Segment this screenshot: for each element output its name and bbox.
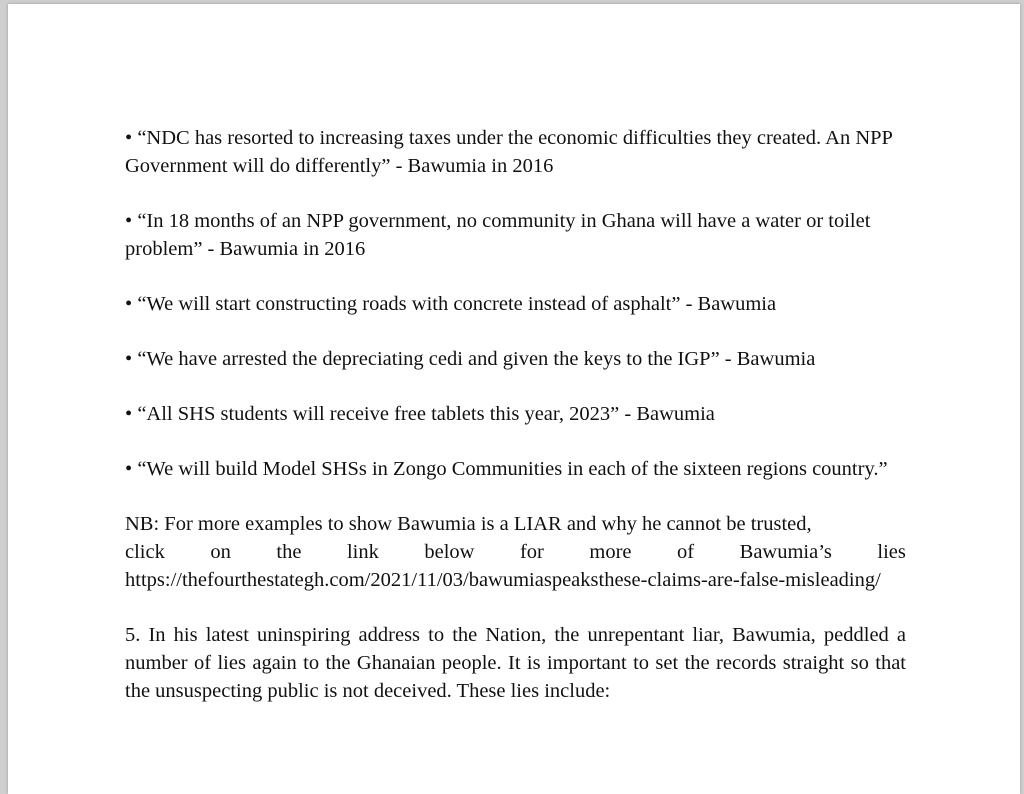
nb-note (125, 510, 906, 594)
nb-word: on (210, 541, 231, 563)
document-page (8, 4, 1020, 794)
point-5-paragraph (125, 621, 906, 705)
nb-line-1: NB: For more examples to show Bawumia is a LIAR and why he cannot be trusted, (125, 513, 812, 535)
bullet: • (125, 403, 133, 425)
document-body (125, 124, 906, 732)
quote-item (125, 345, 906, 373)
nb-word: of (677, 541, 695, 563)
quote-text: “We will build Model SHSs in Zongo Communities in each of the sixteen regions country.” (137, 458, 888, 480)
nb-word: below (424, 541, 475, 563)
nb-word: lies (877, 541, 906, 563)
nb-word: Bawumia’s (739, 541, 832, 563)
quote-item (125, 455, 906, 483)
bullet: • (125, 210, 133, 232)
nb-line-2 (125, 538, 906, 566)
quote-item (125, 124, 906, 180)
quote-text: “We have arrested the depreciating cedi and given the keys to the IGP” - Bawumia (137, 348, 816, 370)
quote-text: “In 18 months of an NPP government, no community in Ghana will have a water or toilet problem” - Bawumia in 2016 (125, 210, 871, 260)
point-text: In his latest uninspiring address to the Nation, the unrepentant liar, Bawumia, peddled a number of lies again to the Ghanaian people. It is important to set the records straight so that the unsuspecting public is not deceived. These lies include: (125, 624, 907, 702)
nb-word: for (519, 541, 544, 563)
quote-item (125, 207, 906, 263)
bullet: • (125, 293, 133, 315)
bullet: • (125, 348, 133, 370)
quote-text: “NDC has resorted to increasing taxes under the economic difficulties they created. An NPP Government will do differently” - Bawumia in 2016 (125, 127, 893, 177)
nb-word: link (346, 541, 379, 563)
article-link[interactable]: https://thefourthestategh.com/2021/11/03/bawumiaspeaksthese-claims-are-false-misleading/ (125, 569, 881, 591)
quote-item (125, 290, 906, 318)
nb-word: click (125, 541, 165, 563)
bullet: • (125, 458, 133, 480)
nb-word: the (276, 541, 302, 563)
bullet: • (125, 127, 133, 149)
quote-text: “All SHS students will receive free tablets this year, 2023” - Bawumia (137, 403, 715, 425)
nb-word: more (589, 541, 632, 563)
quote-text: “We will start constructing roads with concrete instead of asphalt” - Bawumia (137, 293, 777, 315)
point-number: 5. (125, 624, 141, 646)
quote-item (125, 400, 906, 428)
